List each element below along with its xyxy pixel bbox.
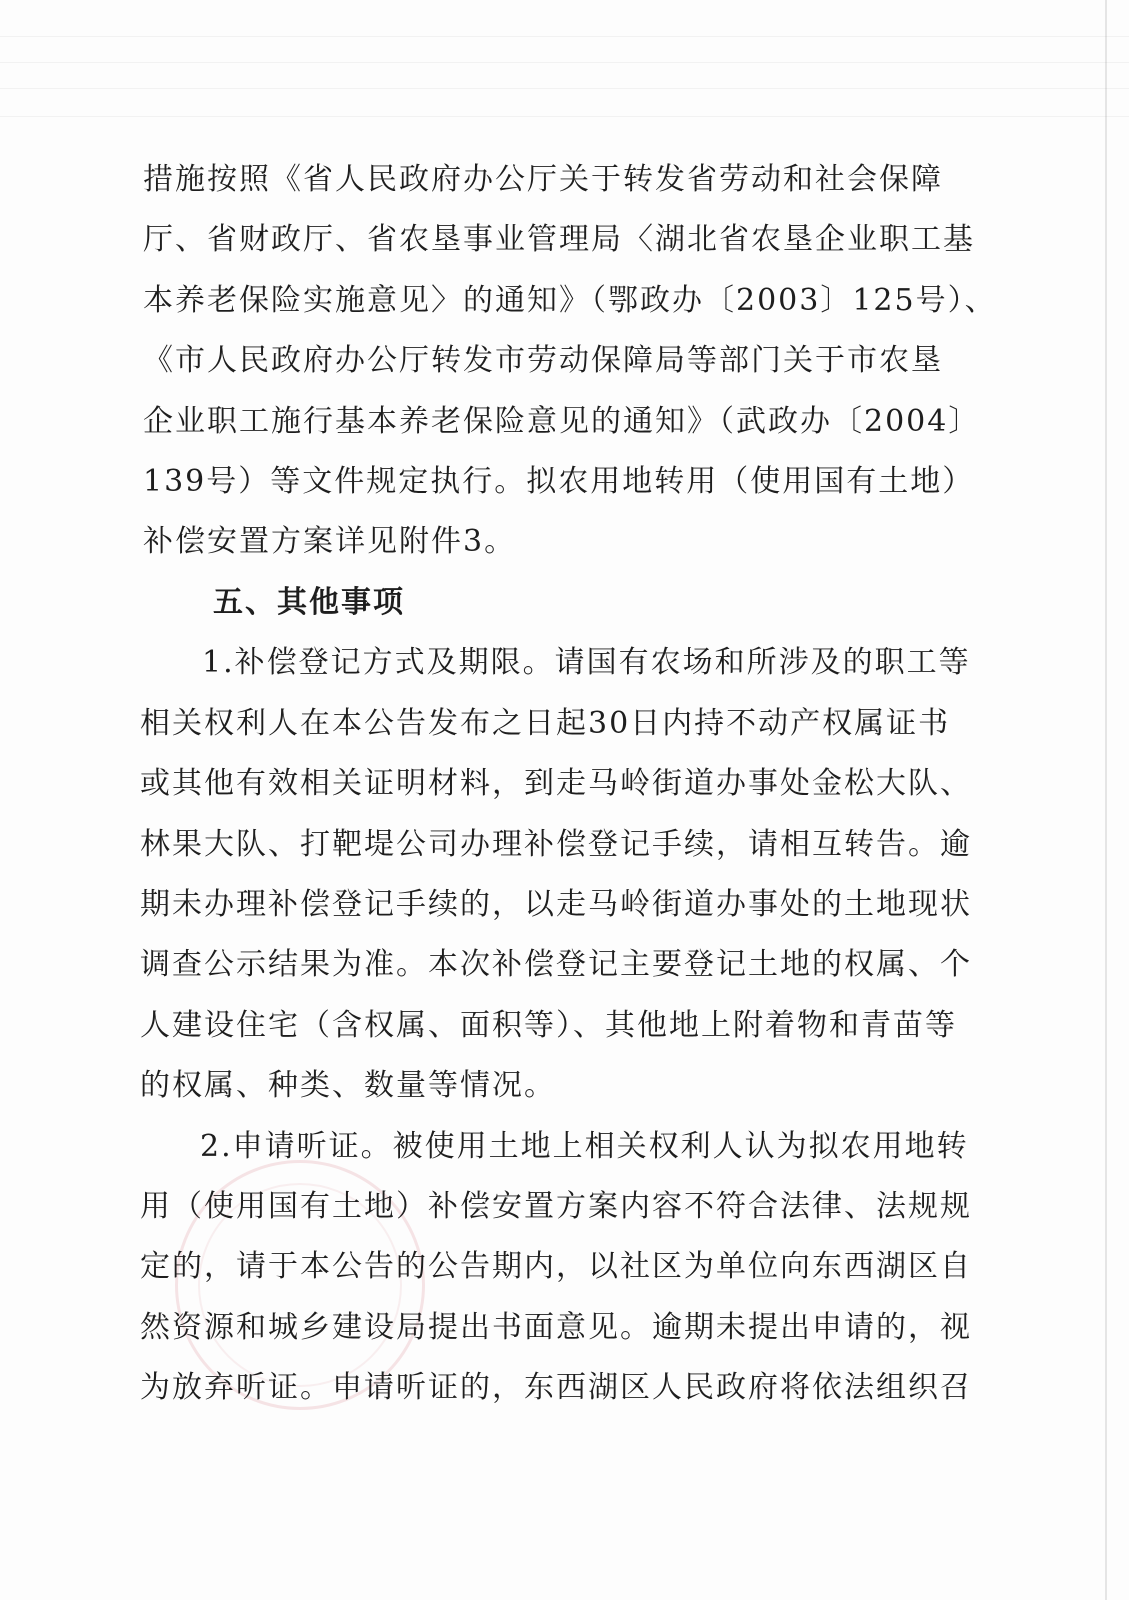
text-line: 用（使用国有土地）补偿安置方案内容不符合法律、法规规 — [140, 1189, 972, 1224]
text-line: 或其他有效相关证明材料，到走马岭街道办事处金松大队、 — [140, 766, 972, 801]
text-line: 1.补偿登记方式及期限。请国有农场和所涉及的职工等 — [202, 645, 971, 680]
text-line: 相关权利人在本公告发布之日起30日内持不动产权属证书 — [140, 706, 951, 741]
scan-edge — [1105, 0, 1107, 1600]
text-line: 2.申请听证。被使用土地上相关权利人认为拟农用地转 — [200, 1129, 969, 1164]
text-line: 调查公示结果为准。本次补偿登记主要登记土地的权属、个 — [140, 947, 972, 982]
section-heading: 五、其他事项 — [213, 585, 405, 620]
text-line: 林果大队、打靶堤公司办理补偿登记手续，请相互转告。逾 — [140, 827, 972, 862]
text-line: 《市人民政府办公厅转发市劳动保障局等部门关于市农垦 — [143, 343, 943, 378]
text-line: 139号）等文件规定执行。拟农用地转用（使用国有土地） — [143, 464, 975, 499]
scan-artifact — [0, 36, 1129, 37]
text-line: 厅、省财政厅、省农垦事业管理局〈湖北省农垦企业职工基 — [143, 222, 975, 257]
scan-artifact — [0, 62, 1129, 63]
text-line: 补偿安置方案详见附件3。 — [143, 524, 517, 559]
text-line: 企业职工施行基本养老保险意见的通知》（武政办〔2004〕 — [143, 404, 981, 439]
text-line: 人建设住宅（含权属、面积等）、其他地上附着物和青苗等 — [140, 1008, 957, 1043]
text-line: 期未办理补偿登记手续的，以走马岭街道办事处的土地现状 — [140, 887, 972, 922]
text-line: 定的，请于本公告的公告期内，以社区为单位向东西湖区自 — [140, 1249, 972, 1284]
scan-artifact — [0, 116, 1129, 117]
scan-artifact — [0, 88, 1129, 89]
text-line: 本养老保险实施意见〉的通知》（鄂政办〔2003〕125号）、 — [143, 283, 997, 318]
text-line: 措施按照《省人民政府办公厅关于转发省劳动和社会保障 — [143, 162, 943, 197]
text-line: 为放弃听证。申请听证的，东西湖区人民政府将依法组织召 — [140, 1370, 972, 1405]
text-line: 的权属、种类、数量等情况。 — [140, 1068, 556, 1103]
text-line: 然资源和城乡建设局提出书面意见。逾期未提出申请的，视 — [140, 1310, 972, 1345]
